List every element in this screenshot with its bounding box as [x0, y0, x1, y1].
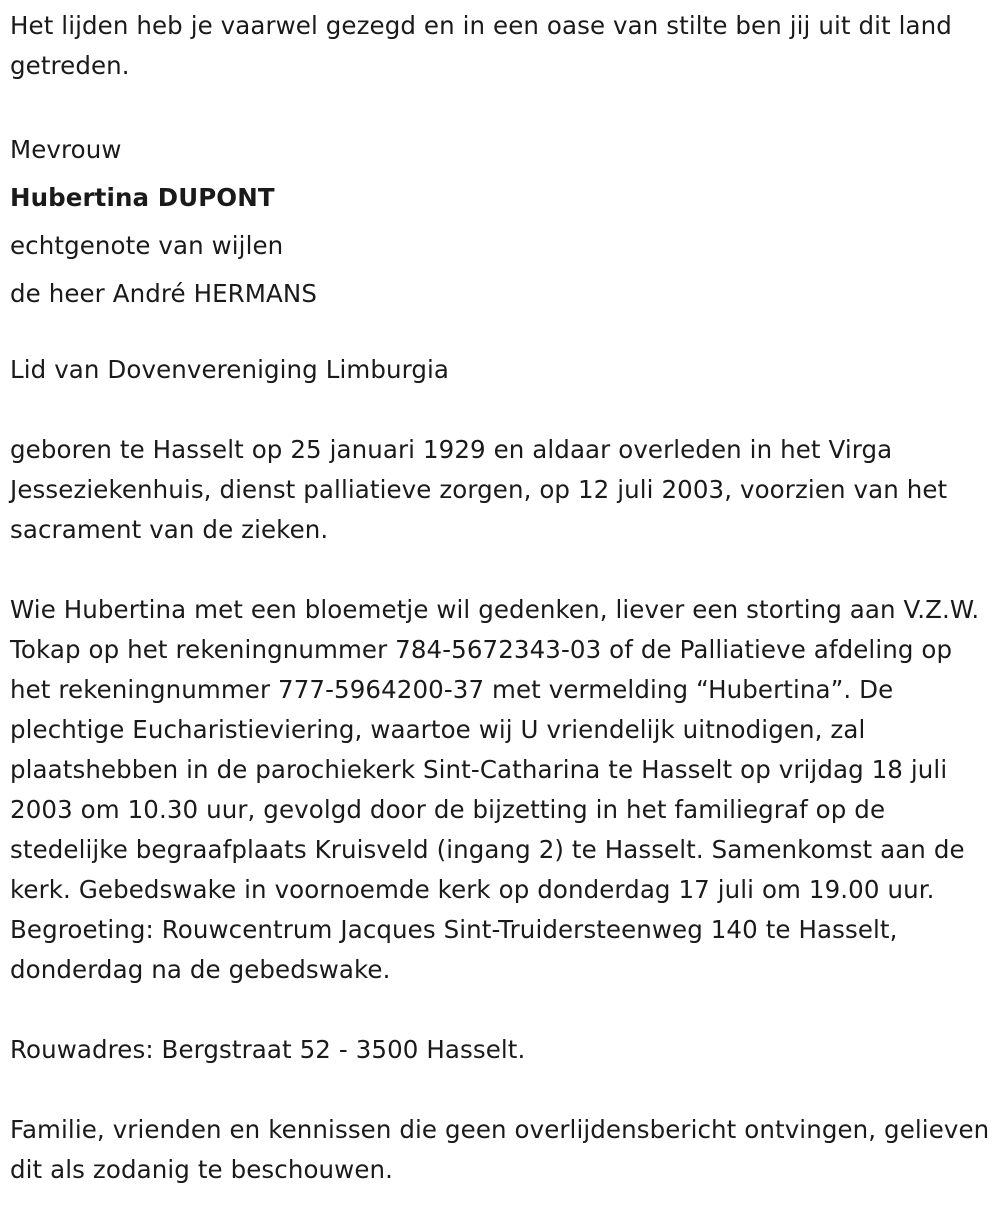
spouse-name: de heer André HERMANS: [10, 279, 317, 308]
closing-paragraph: Familie, vrienden en kennissen die geen overlijdensbericht ontvingen, gelieven dit als zodanig te beschouwen.: [10, 1115, 990, 1184]
intro-paragraph: Het lijden heb je vaarwel gezegd en in een oase van stilte ben jij uit dit land getreden.: [10, 11, 952, 80]
relation-text: echtgenote van wijlen: [10, 231, 284, 260]
honorific-title: Mevrouw: [10, 135, 122, 164]
deceased-name: Hubertina DUPONT: [10, 183, 275, 212]
birth-death-paragraph: geboren te Hasselt op 25 januari 1929 en aldaar overleden in het Virga Jesseziekenhuis, dienst palliatieve zorgen, op 12 juli 2003, voorzien van het sacrament van de zieken.: [10, 435, 948, 544]
deceased-name-block: [10, 126, 990, 318]
ceremony-paragraph: Wie Hubertina met een bloemetje wil gedenken, liever een storting aan V.Z.W. Tokap op het rekeningnummer 784-5672343-03 of de Palliatieve afdeling op het rekeningnummer 777-5964200-37 met vermelding “Hubertina”. De plechtige Eucharistieviering, waartoe wij U vriendelijk uitnodigen, zal plaatshebben in de parochiekerk Sint-Catharina te Hasselt op vrijdag 18 juli 2003 om 10.30 uur, gevolgd door de bijzetting in het familiegraf op de stedelijke begraafplaats Kruisveld (ingang 2) te Hasselt. Samenkomst aan de kerk. Gebedswake in voornoemde kerk op donderdag 17 juli om 19.00 uur. Begroeting: Rouwcentrum Jacques Sint-Truidersteenweg 140 te Hasselt, donderdag na de gebedswake.: [10, 595, 980, 984]
membership-paragraph: Lid van Dovenvereniging Limburgia: [10, 355, 450, 384]
address-paragraph: Rouwadres: Bergstraat 52 - 3500 Hasselt.: [10, 1035, 526, 1064]
